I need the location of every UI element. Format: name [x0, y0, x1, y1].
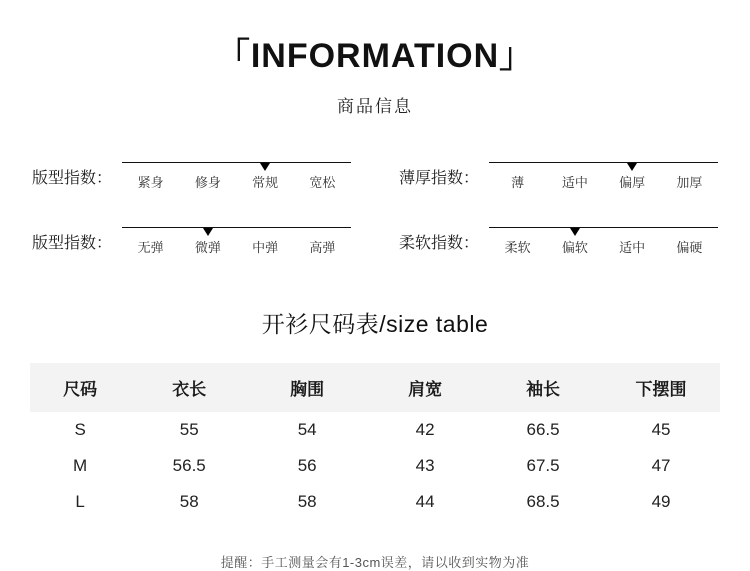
scale-option-label: 修身: [194, 175, 221, 190]
table-row: [30, 484, 720, 520]
table-header-row: [30, 363, 720, 412]
size-table: [30, 363, 720, 520]
table-row: [30, 412, 720, 448]
index-item-thickness: [399, 162, 718, 191]
cell-sleeve: 68.5: [526, 492, 560, 511]
triangle-down-icon: [203, 228, 213, 236]
column-header-sleeve: 袖长: [526, 380, 561, 399]
cell-length: 55: [179, 420, 199, 439]
scale-option-selected: [546, 237, 603, 256]
cell-sleeve: 66.5: [526, 420, 560, 439]
scale-option-label: 高弹: [309, 240, 336, 255]
column-header-hem: 下摆围: [635, 380, 687, 399]
scale-option-label: 宽松: [309, 175, 336, 190]
cell-size: S: [74, 420, 86, 439]
scale-option: [294, 237, 351, 256]
cell-shoulder: 42: [415, 420, 435, 439]
page-title: 「INFORMATION」: [215, 37, 535, 75]
scale-option: [179, 172, 236, 191]
scale-option-label: 常规: [252, 175, 279, 190]
cell-shoulder: 43: [415, 456, 435, 475]
scale-option-label: 紧身: [137, 175, 164, 190]
cell-length: 56.5: [172, 456, 206, 475]
index-scale: [122, 162, 351, 191]
scale-option-label: 微弹: [194, 240, 221, 255]
cell-hem: 45: [651, 420, 671, 439]
index-item-stretch: [32, 227, 351, 256]
index-label: 薄厚指数：: [399, 170, 480, 187]
scale-option-selected: [179, 237, 236, 256]
scale-option-label: 偏软: [561, 240, 588, 255]
scale-options: [489, 162, 718, 191]
scale-option: [546, 172, 603, 191]
scale-option: [294, 172, 351, 191]
index-label: 版型指数：: [32, 170, 113, 187]
triangle-down-icon: [627, 163, 637, 171]
scale-option-label: 偏厚: [619, 175, 646, 190]
index-scale: [122, 227, 351, 256]
scale-option-selected: [237, 172, 294, 191]
cell-size: M: [73, 456, 88, 475]
scale-options: [122, 162, 351, 191]
column-header-bust: 胸围: [290, 380, 325, 399]
index-item-fit: [32, 162, 351, 191]
scale-option: [604, 237, 661, 256]
column-header-length: 衣长: [172, 380, 207, 399]
index-label: 柔软指数：: [399, 235, 480, 252]
scale-option: [661, 172, 718, 191]
scale-option-label: 偏硬: [676, 240, 703, 255]
index-scales-section: [32, 162, 718, 256]
scale-option: [489, 237, 546, 256]
scale-option-label: 中弹: [252, 240, 279, 255]
column-header-size: 尺码: [63, 380, 98, 399]
scale-option: [122, 237, 179, 256]
triangle-down-icon: [260, 163, 270, 171]
scale-option: [489, 172, 546, 191]
cell-hem: 47: [651, 456, 671, 475]
scale-options: [122, 227, 351, 256]
scale-option: [122, 172, 179, 191]
index-scale: [489, 162, 718, 191]
cell-length: 58: [179, 492, 199, 511]
cell-bust: 58: [297, 492, 317, 511]
cell-size: L: [75, 492, 85, 511]
index-item-softness: [399, 227, 718, 256]
cell-sleeve: 67.5: [526, 456, 560, 475]
cell-bust: 56: [297, 456, 317, 475]
column-header-shoulder: 肩宽: [408, 380, 443, 399]
scale-option: [237, 237, 294, 256]
page-subtitle: 商品信息: [337, 97, 413, 116]
scale-option-label: 适中: [561, 175, 588, 190]
triangle-down-icon: [570, 228, 580, 236]
cell-hem: 49: [651, 492, 671, 511]
cell-shoulder: 44: [415, 492, 435, 511]
scale-option-label: 柔软: [504, 240, 531, 255]
index-scale: [489, 227, 718, 256]
cell-bust: 54: [297, 420, 317, 439]
table-row: [30, 448, 720, 484]
scale-option-label: 适中: [619, 240, 646, 255]
scale-option-label: 加厚: [676, 175, 703, 190]
scale-options: [489, 227, 718, 256]
scale-option: [661, 237, 718, 256]
scale-option-label: 薄: [511, 175, 525, 190]
measurement-note: 提醒：手工测量会有1-3cm误差，请以收到实物为准: [220, 555, 530, 570]
size-table-heading: 开衫尺码表/size table: [261, 311, 489, 337]
index-label: 版型指数：: [32, 235, 113, 252]
scale-option-label: 无弹: [137, 240, 164, 255]
scale-option-selected: [604, 172, 661, 191]
